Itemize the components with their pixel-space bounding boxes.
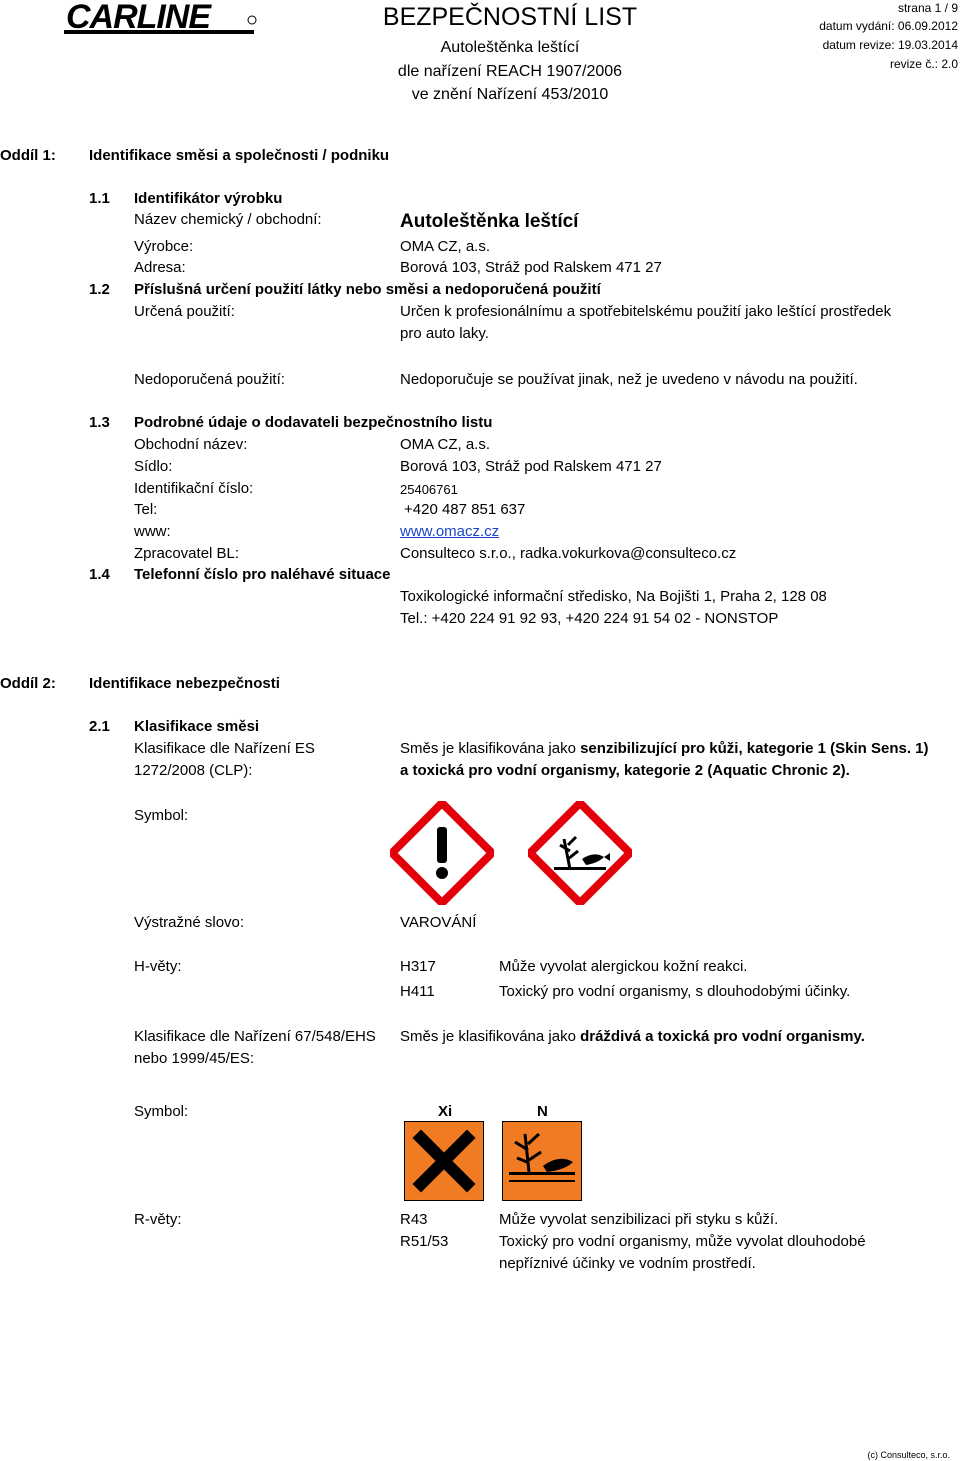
symbol-label-dsd: Symbol:: [134, 1103, 189, 1120]
n-environment-icon: [502, 1121, 582, 1201]
xi-irritant-icon: [404, 1121, 484, 1201]
sds-author-value: Consulteco s.r.o., radka.vokurkova@consulteco.cz: [400, 545, 737, 562]
r-phrases-label: R-věty:: [134, 1211, 182, 1228]
subsection-1-1-num: 1.1: [89, 190, 110, 207]
section-2-title: Identifikace nebezpečnosti: [89, 675, 280, 692]
signal-word-label: Výstražné slovo:: [134, 914, 245, 931]
subsection-1-4-num: 1.4: [89, 566, 110, 583]
subsection-1-2-title: Příslušná určení použití látky nebo směsi a nedoporučená použití: [134, 281, 601, 298]
dsd-value-prefix: Směs je klasifikována jako: [400, 1028, 581, 1045]
section-1-label: Oddíl 1:: [0, 147, 56, 164]
subsection-1-3-num: 1.3: [89, 414, 110, 431]
phone-value: +420 487 851 637: [404, 501, 526, 518]
h-statements-label: H-věty:: [134, 958, 182, 975]
product-name-label: Název chemický / obchodní:: [134, 211, 322, 228]
footer-copyright: (c) Consulteco, s.r.o.: [867, 1450, 950, 1460]
r-phrase-code: R43: [400, 1211, 428, 1228]
subsection-1-3-title: Podrobné údaje o dodavateli bezpečnostního listu: [134, 414, 493, 431]
page-number: strana 1 / 9: [897, 1, 958, 15]
seat-label: Sídlo:: [134, 458, 173, 475]
dsd-label-line1: Klasifikace dle Nařízení 67/548/EHS: [134, 1028, 376, 1045]
not-recommended-value: Nedoporučuje se používat jinak, než je uvedeno v návodu na použití.: [400, 371, 858, 388]
address-label: Adresa:: [134, 259, 186, 276]
subsection-1-4-title: Telefonní číslo pro naléhavé situace: [134, 566, 391, 583]
company-id-label: Identifikační číslo:: [134, 480, 254, 497]
manufacturer-value: OMA CZ, a.s.: [400, 238, 491, 255]
subsection-2-1-title: Klasifikace směsi: [134, 718, 260, 735]
clp-value-prefix: Směs je klasifikována jako: [400, 740, 581, 757]
subsection-1-1-title: Identifikátor výrobku: [134, 190, 283, 207]
clp-label-line1: Klasifikace dle Nařízení ES: [134, 740, 315, 757]
r-phrase-text: Toxický pro vodní organismy, může vyvolat dlouhodobé: [499, 1233, 866, 1250]
r-phrase-text-continued: nepříznivé účinky ve vodním prostředí.: [499, 1255, 756, 1272]
dsd-value-bold: dráždivá a toxická pro vodní organismy.: [580, 1028, 865, 1045]
r-phrase-code: R51/53: [400, 1233, 449, 1250]
signal-word-value: VAROVÁNÍ: [400, 914, 477, 931]
clp-value-line1: [400, 740, 929, 757]
clp-value-bold: senzibilizující pro kůži, kategorie 1 (Skin Sens. 1): [580, 740, 929, 757]
emergency-line-1: Toxikologické informační středisko, Na Bojišti 1, Praha 2, 128 08: [400, 588, 827, 605]
dsd-value: [400, 1028, 865, 1045]
h-statement-code: H317: [400, 958, 436, 975]
ghs09-environment-icon: [528, 801, 632, 910]
revision-date: datum revize: 19.03.2014: [822, 38, 958, 52]
issue-date: datum vydání: 06.09.2012: [819, 19, 958, 33]
intended-use-value-line1: Určen k profesionálnímu a spotřebitelskému použití jako leštící prostředek: [400, 303, 892, 320]
regulation-line-2: ve znění Nařízení 453/2010: [411, 86, 609, 103]
document-title: BEZPEČNOSTNÍ LIST: [382, 3, 638, 31]
emergency-line-2: Tel.: +420 224 91 92 93, +420 224 91 54 02 - NONSTOP: [400, 610, 779, 627]
product-name-header: Autoleštěnka leštící: [440, 39, 580, 56]
revision-number: revize č.: 2.0: [889, 57, 958, 71]
website-label: www:: [134, 523, 171, 540]
clp-label-line2: 1272/2008 (CLP):: [134, 762, 253, 779]
svg-text:CARLINE: CARLINE: [66, 0, 211, 36]
h-statement-text: Toxický pro vodní organismy, s dlouhodobými účinky.: [499, 983, 851, 1000]
address-value: Borová 103, Stráž pod Ralskem 471 27: [400, 259, 662, 276]
company-id-value: 25406761: [400, 482, 458, 497]
subsection-1-2-num: 1.2: [89, 281, 110, 298]
regulation-line-1: dle nařízení REACH 1907/2006: [397, 63, 623, 80]
website-link[interactable]: www.omacz.cz: [400, 523, 500, 540]
phone-label: Tel:: [134, 501, 158, 518]
product-name-value: Autoleštěnka leštící: [400, 211, 579, 232]
subsection-2-1-num: 2.1: [89, 718, 110, 735]
seat-value: Borová 103, Stráž pod Ralskem 471 27: [400, 458, 662, 475]
r-phrase-text: Může vyvolat senzibilizaci při styku s kůží.: [499, 1211, 779, 1228]
symbol-label: Symbol:: [134, 807, 189, 824]
carline-logo: [64, 0, 260, 38]
intended-use-value-line2: pro auto laky.: [400, 325, 489, 342]
h-statement-code: H411: [400, 983, 435, 1000]
dsd-label-line2: nebo 1999/45/ES:: [134, 1050, 255, 1067]
h-statement-text: Může vyvolat alergickou kožní reakci.: [499, 958, 748, 975]
clp-value-line2: a toxická pro vodní organismy, kategorie 2 (Aquatic Chronic 2).: [400, 762, 850, 779]
section-1-title: Identifikace směsi a společnosti / podniku: [89, 147, 390, 164]
section-2-label: Oddíl 2:: [0, 675, 56, 692]
trade-name-value: OMA CZ, a.s.: [400, 436, 491, 453]
trade-name-label: Obchodní název:: [134, 436, 248, 453]
manufacturer-label: Výrobce:: [134, 238, 194, 255]
intended-use-label: Určená použití:: [134, 303, 235, 320]
not-recommended-label: Nedoporučená použití:: [134, 371, 285, 388]
ghs07-exclamation-icon: [390, 801, 494, 910]
n-label: N: [537, 1103, 548, 1120]
sds-author-label: Zpracovatel BL:: [134, 545, 240, 562]
xi-label: Xi: [438, 1103, 453, 1120]
